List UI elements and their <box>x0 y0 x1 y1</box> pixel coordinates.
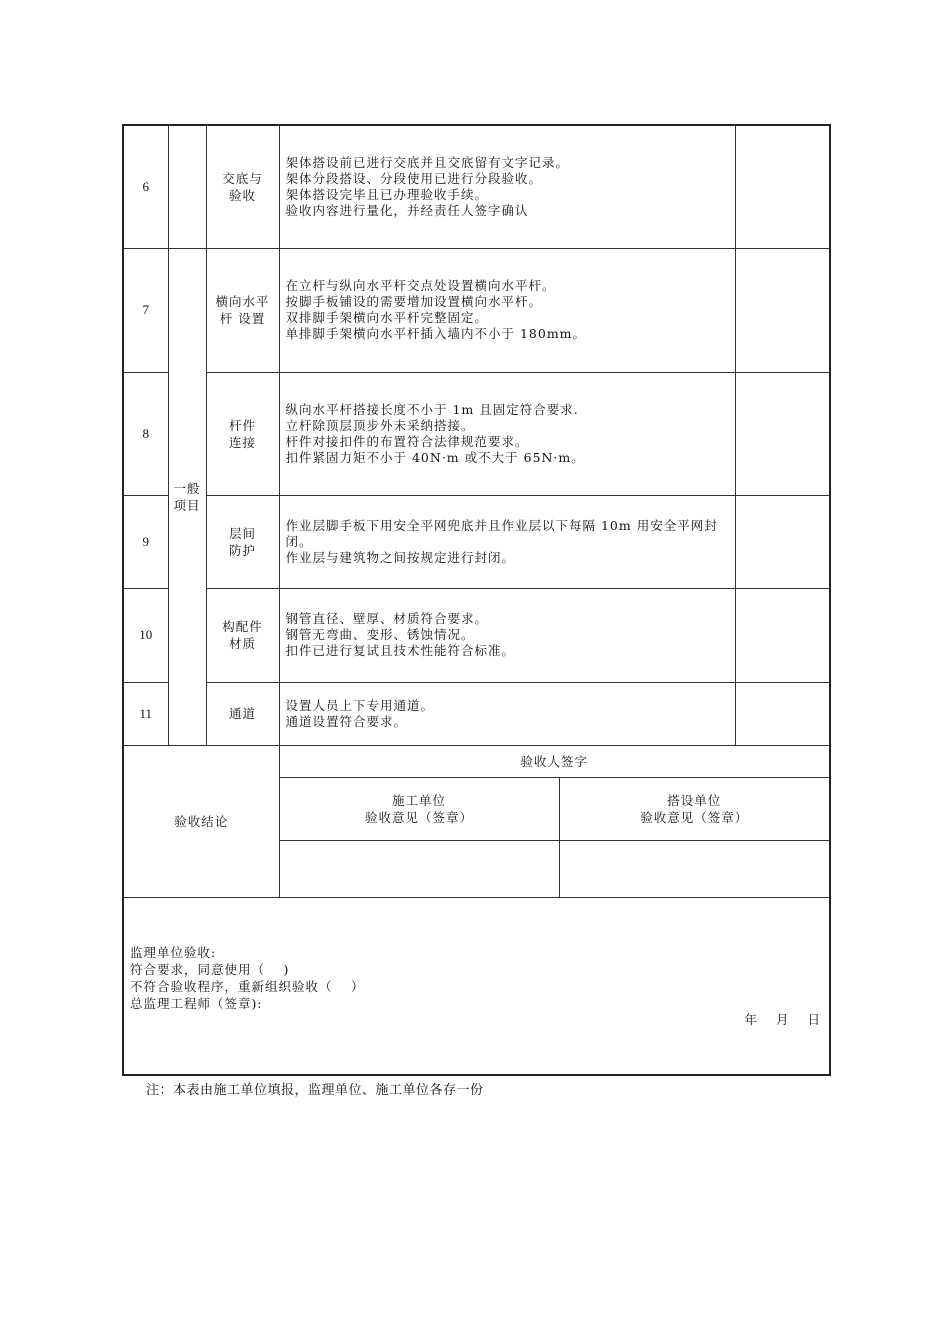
date-month: 月 <box>775 1011 790 1027</box>
supervision-line[interactable]: 符合要求，同意使用（ ) <box>130 961 290 977</box>
table-row <box>123 125 830 248</box>
supervision-lines <box>130 944 364 1012</box>
item-name: 构配件 材质 <box>206 588 279 682</box>
footnote: 注：本表由施工单位填报，监理单位、施工单位各存一份 <box>146 1083 484 1098</box>
construction-unit-signature[interactable] <box>279 840 559 897</box>
inspection-table <box>122 124 831 1076</box>
result-cell[interactable] <box>735 125 830 248</box>
item-number: 8 <box>123 372 168 495</box>
table-body <box>123 125 830 1075</box>
item-requirements <box>279 588 735 682</box>
requirement-line: 按脚手板铺设的需要增加设置横向水平杆。 <box>285 294 543 309</box>
item-number: 6 <box>123 125 168 248</box>
item-requirements <box>279 372 735 495</box>
requirement-line: 在立杆与纵向水平杆交点处设置横向水平杆。 <box>285 278 556 293</box>
result-cell[interactable] <box>735 495 830 588</box>
supervision-cell <box>123 897 830 1075</box>
result-cell[interactable] <box>735 588 830 682</box>
category-label: 一般 项目 <box>168 248 206 745</box>
item-number: 9 <box>123 495 168 588</box>
requirement-line: 架体搭设完毕且已办理验收手续。 <box>285 186 489 202</box>
supervision-line[interactable]: 不符合验收程序，重新组织验收（ ） <box>130 978 365 994</box>
supervision-content <box>124 898 829 1074</box>
requirement-line: 纵向水平杆搭接长度不小于 1m 且固定符合要求. <box>285 401 579 417</box>
requirement-line: 架体搭设前已进行交底并且交底留有文字记录。 <box>285 154 570 170</box>
requirement-line: 扣件紧固力矩不小于 40N·m 或不大于 65N·m。 <box>285 449 585 465</box>
item-requirements <box>279 495 735 588</box>
construction-unit-title: 施工单位 验收意见（签章） <box>279 777 559 840</box>
category-cell-empty <box>168 125 206 248</box>
item-name: 横向水平 杆 设置 <box>206 248 279 372</box>
requirement-line: 通道设置符合要求。 <box>285 713 408 729</box>
table-row <box>123 248 830 372</box>
table-row <box>123 372 830 495</box>
date-year: 年 <box>744 1011 758 1027</box>
item-name: 通道 <box>206 682 279 745</box>
requirement-line: 架体分段搭设、分段使用已进行分段验收。 <box>285 170 543 186</box>
supervision-row <box>123 897 830 1075</box>
erection-unit-title: 搭设单位 验收意见（签章） <box>559 777 830 840</box>
result-cell[interactable] <box>735 372 830 495</box>
table-row <box>123 588 830 682</box>
requirement-line: 钢管直径、壁厚、材质符合要求。 <box>285 611 489 626</box>
table-row <box>123 495 830 588</box>
requirement-line: 双排脚手架横向水平杆完整固定。 <box>285 310 489 325</box>
date-day: 日 <box>807 1011 822 1027</box>
table-row <box>123 682 830 745</box>
requirement-line: 钢管无弯曲、变形、锈蚀情况。 <box>285 627 475 642</box>
supervision-line: 总监理工程师（签章): <box>130 995 263 1011</box>
supervision-date <box>744 1010 821 1028</box>
item-name: 层间 防护 <box>206 495 279 588</box>
erection-unit-signature[interactable] <box>559 840 830 897</box>
item-number: 7 <box>123 248 168 372</box>
item-number: 11 <box>123 682 168 745</box>
signature-header: 验收人签字 <box>279 745 830 777</box>
conclusion-header-row <box>123 745 830 777</box>
result-cell[interactable] <box>735 682 830 745</box>
requirement-line: 设置人员上下专用通道。 <box>285 697 435 713</box>
item-requirements <box>279 248 735 372</box>
supervision-line: 监理单位验收: <box>130 944 217 960</box>
requirement-line: 验收内容进行量化，并经责任人签字确认 <box>285 202 529 218</box>
requirement-line: 作业层脚手板下用安全平网兜底并且作业层以下每隔 10m 用安全平网封闭。 <box>285 517 718 549</box>
requirement-line: 立杆除顶层顶步外未采纳搭接。 <box>285 417 475 433</box>
requirement-line: 杆件对接扣件的布置符合法律规范要求。 <box>285 433 529 449</box>
requirement-line: 作业层与建筑物之间按规定进行封闭。 <box>285 549 516 565</box>
item-requirements <box>279 682 735 745</box>
requirement-line: 扣件已进行复试且技术性能符合标准。 <box>285 643 516 658</box>
item-name: 杆件 连接 <box>206 372 279 495</box>
result-cell[interactable] <box>735 248 830 372</box>
requirement-line: 单排脚手架横向水平杆插入墙内不小于 180mm。 <box>285 326 587 341</box>
item-requirements <box>279 125 735 248</box>
item-name: 交底与 验收 <box>206 125 279 248</box>
item-number: 10 <box>123 588 168 682</box>
conclusion-label: 验收结论 <box>123 745 279 897</box>
